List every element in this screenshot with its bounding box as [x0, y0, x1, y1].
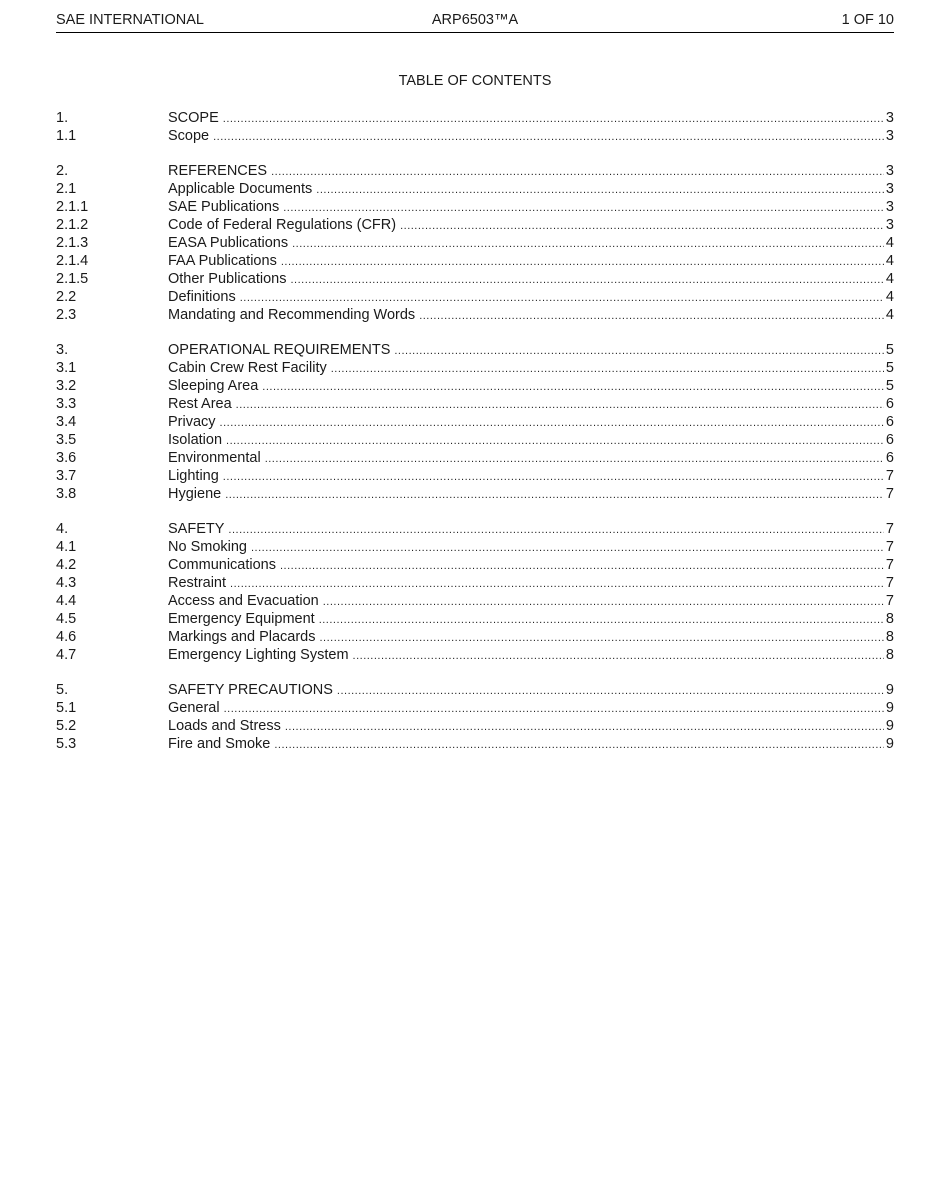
- toc-entry-number: 3.1: [56, 360, 77, 376]
- toc-entry-page: 8: [885, 611, 894, 627]
- toc-entry-title: Communications: [168, 557, 276, 573]
- toc-entry[interactable]: [56, 234, 894, 252]
- toc-entry-number: 4.2: [56, 557, 77, 573]
- toc-entry-title: Environmental: [168, 450, 261, 466]
- toc-entry-title: Mandating and Recommending Words: [168, 307, 416, 323]
- dot-leader: [213, 128, 884, 146]
- toc-section: [56, 162, 894, 324]
- toc-entry-page: 7: [885, 557, 894, 573]
- toc-section: [56, 520, 894, 664]
- toc-entry-number: 5.3: [56, 736, 77, 752]
- toc-entry-number: 2.1.4: [56, 253, 89, 269]
- toc-entry-page: 7: [885, 575, 894, 591]
- toc-entry-number: 2.: [56, 163, 69, 179]
- toc-entry-title: Markings and Placards: [168, 629, 316, 645]
- toc-entry-title: SAE Publications: [168, 199, 280, 215]
- toc-entry-number: 3.4: [56, 414, 77, 430]
- toc-entry-page: 6: [885, 450, 894, 466]
- toc-entry-title: SCOPE: [168, 110, 219, 126]
- toc-entry-title: General: [168, 700, 220, 716]
- toc-entry-page: 8: [885, 629, 894, 645]
- toc-entry[interactable]: [56, 735, 894, 753]
- toc-entry-title: Emergency Equipment: [168, 611, 315, 627]
- toc-entry-title: Fire and Smoke: [168, 736, 271, 752]
- toc-entry-page: 5: [885, 342, 894, 358]
- toc-entry-number: 3.: [56, 342, 69, 358]
- toc-entry-page: 5: [885, 360, 894, 376]
- toc-entry-number: 5.2: [56, 718, 77, 734]
- toc-entry-title: Rest Area: [168, 396, 232, 412]
- toc-entry-number: 2.1.5: [56, 271, 89, 287]
- toc-entry-title: Privacy: [168, 414, 216, 430]
- toc-entry-title: Lighting: [168, 468, 219, 484]
- toc-entry-page: 9: [885, 718, 894, 734]
- toc-entry[interactable]: [56, 628, 894, 646]
- dot-leader: [394, 342, 884, 360]
- toc-entry-title: Emergency Lighting System: [168, 647, 349, 663]
- toc-entry[interactable]: [56, 574, 894, 592]
- dot-leader: [225, 486, 884, 504]
- toc-entry-page: 4: [885, 271, 894, 287]
- toc-entry-title: EASA Publications: [168, 235, 289, 251]
- toc-entry-number: 4.5: [56, 611, 77, 627]
- toc-entry-title: Code of Federal Regulations (CFR): [168, 217, 397, 233]
- toc-entry-page: 9: [885, 682, 894, 698]
- toc-entry-title: SAFETY: [168, 521, 225, 537]
- toc-entry[interactable]: [56, 431, 894, 449]
- dot-leader: [274, 736, 884, 754]
- page-header: [56, 10, 894, 33]
- toc-entry-number: 2.2: [56, 289, 77, 305]
- toc-entry-page: 3: [885, 181, 894, 197]
- dot-leader: [251, 539, 884, 557]
- toc-entry[interactable]: [56, 341, 894, 359]
- dot-leader: [323, 593, 884, 611]
- toc-entry-number: 4.: [56, 521, 69, 537]
- dot-leader: [224, 700, 884, 718]
- toc-entry-number: 3.8: [56, 486, 77, 502]
- dot-leader: [265, 450, 884, 468]
- dot-leader: [290, 271, 883, 289]
- publisher-name: SAE INTERNATIONAL: [56, 12, 204, 28]
- toc-entry-page: 4: [885, 235, 894, 251]
- toc-entry-title: Hygiene: [168, 486, 222, 502]
- toc-entry[interactable]: [56, 520, 894, 538]
- dot-leader: [240, 289, 884, 307]
- toc-entry-number: 1.1: [56, 128, 77, 144]
- toc-entry-number: 3.5: [56, 432, 77, 448]
- toc-entry-number: 5.: [56, 682, 69, 698]
- toc-entry[interactable]: [56, 377, 894, 395]
- toc-entry-title: OPERATIONAL REQUIREMENTS: [168, 342, 391, 358]
- dot-leader: [292, 235, 884, 253]
- dot-leader: [353, 647, 884, 665]
- toc-entry[interactable]: [56, 162, 894, 180]
- toc-entry-title: Sleeping Area: [168, 378, 259, 394]
- toc-entry[interactable]: [56, 216, 894, 234]
- toc-entry[interactable]: [56, 306, 894, 324]
- dot-leader: [320, 629, 884, 647]
- toc-entry[interactable]: [56, 467, 894, 485]
- toc-entry[interactable]: [56, 449, 894, 467]
- toc-entry-title: Loads and Stress: [168, 718, 281, 734]
- toc-entry-number: 1.: [56, 110, 69, 126]
- toc-entry-title: Isolation: [168, 432, 223, 448]
- dot-leader: [419, 307, 884, 325]
- dot-leader: [223, 468, 884, 486]
- toc-entry-page: 9: [885, 700, 894, 716]
- toc-title: TABLE OF CONTENTS: [398, 73, 552, 89]
- toc-entry-page: 3: [885, 110, 894, 126]
- toc-entry[interactable]: [56, 646, 894, 664]
- toc-entry[interactable]: [56, 413, 894, 431]
- document-number: ARP6503™A: [431, 12, 519, 28]
- toc-entry-title: Access and Evacuation: [168, 593, 319, 609]
- dot-leader: [283, 199, 884, 217]
- toc-entry[interactable]: [56, 681, 894, 699]
- dot-leader: [400, 217, 884, 235]
- toc-entry[interactable]: [56, 198, 894, 216]
- toc-entry[interactable]: [56, 717, 894, 735]
- toc-entry-number: 2.1.3: [56, 235, 89, 251]
- toc-section: [56, 109, 894, 145]
- toc-entry-page: 3: [885, 128, 894, 144]
- dot-leader: [331, 360, 884, 378]
- toc-entry[interactable]: [56, 538, 894, 556]
- toc-entry-number: 3.6: [56, 450, 77, 466]
- table-of-contents: [56, 109, 894, 770]
- toc-entry-page: 7: [885, 593, 894, 609]
- toc-entry-title: Other Publications: [168, 271, 287, 287]
- toc-entry[interactable]: [56, 485, 894, 503]
- dot-leader: [236, 396, 884, 414]
- toc-entry-page: 3: [885, 199, 894, 215]
- toc-entry-number: 2.1.2: [56, 217, 89, 233]
- toc-entry-page: 3: [885, 217, 894, 233]
- toc-entry-title: Scope: [168, 128, 210, 144]
- toc-entry-number: 4.3: [56, 575, 77, 591]
- dot-leader: [337, 682, 884, 700]
- dot-leader: [226, 432, 884, 450]
- toc-entry-page: 6: [885, 414, 894, 430]
- dot-leader: [285, 718, 884, 736]
- toc-entry-title: Definitions: [168, 289, 236, 305]
- toc-entry-page: 7: [885, 468, 894, 484]
- toc-entry-page: 7: [885, 539, 894, 555]
- dot-leader: [223, 110, 884, 128]
- toc-entry[interactable]: [56, 127, 894, 145]
- toc-entry-number: 2.1.1: [56, 199, 89, 215]
- dot-leader: [316, 181, 884, 199]
- toc-section: [56, 341, 894, 503]
- toc-entry-page: 3: [885, 163, 894, 179]
- dot-leader: [319, 611, 884, 629]
- dot-leader: [271, 163, 884, 181]
- toc-entry-page: 5: [885, 378, 894, 394]
- toc-entry-number: 2.3: [56, 307, 77, 323]
- toc-entry-number: 3.7: [56, 468, 77, 484]
- dot-leader: [281, 253, 884, 271]
- toc-section: [56, 681, 894, 753]
- toc-entry[interactable]: [56, 395, 894, 413]
- toc-entry[interactable]: [56, 288, 894, 306]
- toc-entry-number: 4.1: [56, 539, 77, 555]
- dot-leader: [220, 414, 884, 432]
- toc-entry[interactable]: [56, 252, 894, 270]
- toc-entry-title: SAFETY PRECAUTIONS: [168, 682, 333, 698]
- toc-entry-page: 8: [885, 647, 894, 663]
- toc-entry-title: REFERENCES: [168, 163, 268, 179]
- toc-entry[interactable]: [56, 610, 894, 628]
- toc-entry-title: Cabin Crew Rest Facility: [168, 360, 327, 376]
- toc-entry-page: 7: [885, 486, 894, 502]
- toc-entry-number: 4.4: [56, 593, 77, 609]
- toc-entry-page: 6: [885, 432, 894, 448]
- toc-entry-number: 5.1: [56, 700, 77, 716]
- toc-entry[interactable]: [56, 109, 894, 127]
- dot-leader: [262, 378, 884, 396]
- toc-entry-page: 7: [885, 521, 894, 537]
- toc-entry[interactable]: [56, 180, 894, 198]
- toc-entry-page: 4: [885, 307, 894, 323]
- toc-entry-title: FAA Publications: [168, 253, 277, 269]
- toc-entry-page: 4: [885, 253, 894, 269]
- toc-entry-number: 3.3: [56, 396, 77, 412]
- dot-leader: [230, 575, 884, 593]
- toc-entry-number: 4.6: [56, 629, 77, 645]
- toc-entry-title: Restraint: [168, 575, 227, 591]
- toc-entry-number: 2.1: [56, 181, 77, 197]
- toc-entry[interactable]: [56, 556, 894, 574]
- toc-entry[interactable]: [56, 359, 894, 377]
- toc-entry[interactable]: [56, 270, 894, 288]
- dot-leader: [228, 521, 884, 539]
- toc-entry-page: 6: [885, 396, 894, 412]
- toc-entry[interactable]: [56, 592, 894, 610]
- toc-entry[interactable]: [56, 699, 894, 717]
- toc-entry-number: 4.7: [56, 647, 77, 663]
- toc-entry-title: Applicable Documents: [168, 181, 313, 197]
- dot-leader: [280, 557, 884, 575]
- toc-entry-number: 3.2: [56, 378, 77, 394]
- toc-entry-title: No Smoking: [168, 539, 247, 555]
- toc-entry-page: 9: [885, 736, 894, 752]
- page-number: 1 OF 10: [841, 12, 894, 28]
- toc-entry-page: 4: [885, 289, 894, 305]
